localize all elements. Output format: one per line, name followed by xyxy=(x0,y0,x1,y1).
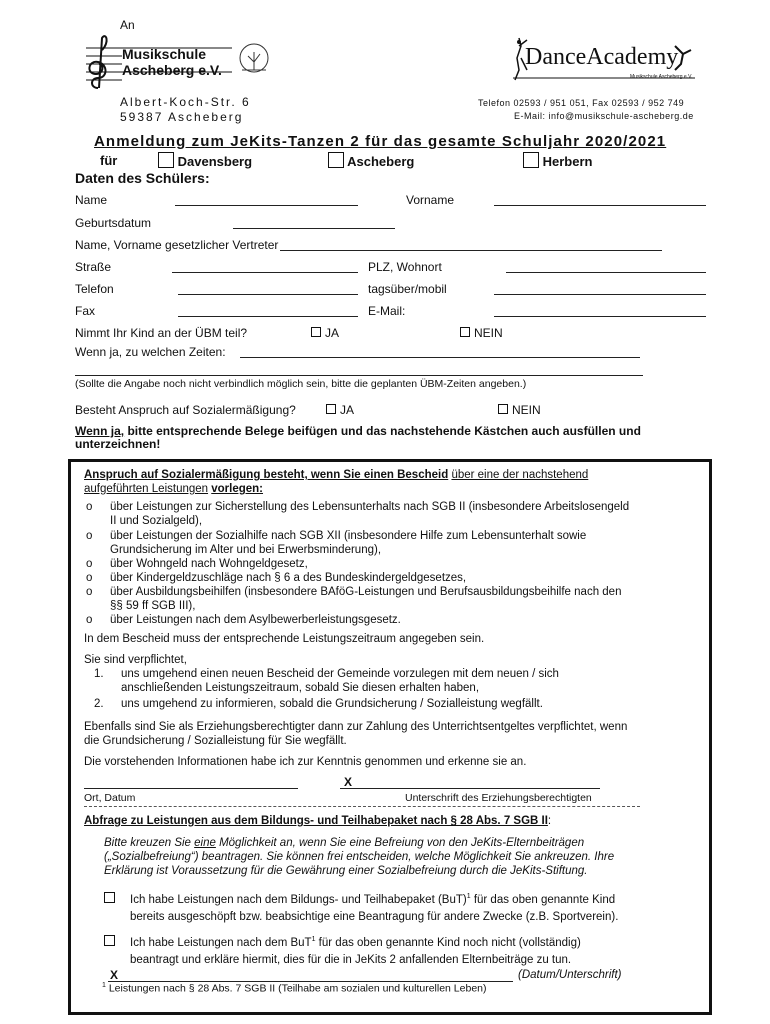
input-strasse[interactable] xyxy=(172,272,358,273)
ort-datum-label: Ort, Datum xyxy=(84,792,136,804)
sozial-ja-option[interactable]: JA xyxy=(326,403,354,417)
input-name[interactable] xyxy=(175,205,358,206)
label-mobil: tagsüber/mobil xyxy=(368,282,447,296)
location-davensberg[interactable]: Davensberg xyxy=(158,152,252,169)
but-option-2: Ich habe Leistungen nach dem BuT$^1$ für das oben genannte Kind noch nicht (vollständig) beantragt und erkläre hiermit, dies für die in JeKits 2 anfallenden Elternbeiträge zu tun. xyxy=(130,936,581,966)
for-label: für xyxy=(100,153,118,168)
sozial-hint: Wenn ja, bitte entsprechende Belege beifügen und das nachstehende Kästchen auch ausfüllen und unterzeichnen! xyxy=(75,424,641,451)
ubm-times-label: Wenn ja, zu welchen Zeiten: xyxy=(75,345,226,359)
label-strasse: Straße xyxy=(75,260,112,274)
ubm-nein-option[interactable]: NEIN xyxy=(460,326,503,340)
label-geburtsdatum: Geburtsdatum xyxy=(75,216,152,230)
input-mobil[interactable] xyxy=(494,294,706,295)
input-ort-datum[interactable] xyxy=(84,788,298,789)
divider xyxy=(84,806,640,807)
bullet-4: über Kindergeldzuschläge nach § 6 a des Bundeskindergeldgesetzes, xyxy=(110,572,467,584)
bullet-6: über Leistungen nach dem Asylbewerberleistungsgesetz. xyxy=(110,614,401,626)
label-telefon: Telefon xyxy=(75,282,114,296)
footnote: $^1$ Leistungen nach § 28 Abs. 7 SGB II (Teilhabe am sozialen und kulturellen Leben) xyxy=(102,982,487,995)
label-vertreter: Name, Vorname gesetzlicher Vertreter xyxy=(75,238,279,252)
label-fax: Fax xyxy=(75,304,96,318)
address-street: Albert-Koch-Str. 6 xyxy=(120,95,251,109)
dance-academy-name: DanceAcademy xyxy=(525,44,679,70)
school-name-line1: Musikschule xyxy=(122,46,207,62)
box-intro: Anspruch auf Sozialermäßigung besteht, wenn Sie einen Bescheid über eine der nachstehend aufgeführten Leistungen vorlegen: xyxy=(84,469,589,495)
bullet-2: über Leistungen der Sozialhilfe nach SGB XII (insbesondere Hilfe zum Lebensunterhalt sowie xyxy=(110,530,587,542)
checkbox-davensberg[interactable] xyxy=(158,152,174,168)
email-address: E-Mail: info@musikschule-ascheberg.de xyxy=(514,111,694,121)
school-name-line2: Ascheberg e.V. xyxy=(122,62,222,78)
pflicht-text: Sie sind verpflichtet, xyxy=(84,654,187,666)
checkbox-but-option-2[interactable] xyxy=(104,933,119,951)
phone-fax: Telefon 02593 / 951 051, Fax 02593 / 952 749 xyxy=(478,98,685,108)
unterschrift-label: Unterschrift des Erziehungsberechtigten xyxy=(405,792,592,804)
signature-x: X xyxy=(344,775,353,789)
bullet-1: über Leistungen zur Sicherstellung des Lebensunterhalts nach SGB II (insbesondere Arbeitslosengeld xyxy=(110,501,630,513)
input-ubm-times[interactable] xyxy=(240,357,640,358)
datum-unterschrift-label: (Datum/Unterschrift) xyxy=(518,969,622,981)
bullet-marker: o xyxy=(86,586,93,598)
checkbox-but-option-1[interactable] xyxy=(104,890,119,908)
input-geburtsdatum[interactable] xyxy=(233,228,395,229)
duty-1: uns umgehend einen neuen Bescheid der Gemeinde vorzulegen mit dem neuen / sich xyxy=(121,668,559,680)
numbered-marker: 1. xyxy=(94,668,104,680)
kenntnis-text: Die vorstehenden Informationen habe ich zur Kenntnis genommen und erkenne sie an. xyxy=(84,756,527,768)
signature-x-2: X xyxy=(110,968,119,982)
checkbox-herbern[interactable] xyxy=(523,152,539,168)
bullet-5-cont: §§ 59 ff SGB III), xyxy=(110,600,196,612)
page-title: Anmeldung zum JeKits-Tanzen 2 für das gesamte Schuljahr 2020/2021 xyxy=(94,133,667,150)
input-fax[interactable] xyxy=(178,316,358,317)
student-heading: Daten des Schülers: xyxy=(75,170,210,186)
numbered-marker: 2. xyxy=(94,698,104,710)
checkbox-sozial-ja[interactable] xyxy=(326,404,336,414)
bullet-marker: o xyxy=(86,501,93,513)
ebenfalls-text-cont: die Grundsicherung / Sozialleistung für Sie wegfällt. xyxy=(84,735,347,747)
input-vorname[interactable] xyxy=(494,205,706,206)
bullet-1-cont: II und Sozialgeld), xyxy=(110,515,203,527)
label-email: E-Mail: xyxy=(368,304,406,318)
ubm-note: (Sollte die Angabe noch nicht verbindlich möglich sein, bitte die geplanten ÜBM-Zeiten angeben.) xyxy=(75,378,527,390)
bullet-5: über Ausbildungsbeihilfen (insbesondere BAföG-Leistungen und Berufsausbildungsbeihilfe nach den xyxy=(110,586,622,598)
checkbox-square[interactable] xyxy=(104,892,115,903)
location-ascheberg[interactable]: Ascheberg xyxy=(328,152,414,169)
input-telefon[interactable] xyxy=(178,294,358,295)
input-ubm-times-2[interactable] xyxy=(75,375,643,376)
label-plz: PLZ, Wohnort xyxy=(368,260,442,274)
checkbox-square[interactable] xyxy=(104,935,115,946)
duty-2: uns umgehend zu informieren, sobald die Grundsicherung / Sozialleistung wegfällt. xyxy=(121,698,543,710)
bescheid-text: In dem Bescheid muss der entsprechende Leistungszeitraum angegeben sein. xyxy=(84,633,485,645)
ubm-question: Nimmt Ihr Kind an der ÜBM teil? xyxy=(75,326,248,340)
checkbox-ascheberg[interactable] xyxy=(328,152,344,168)
checkbox-sozial-nein[interactable] xyxy=(498,404,508,414)
but-option-1: Ich habe Leistungen nach dem Bildungs- und Teilhabepaket (BuT)$^1$ für das oben genannte Kind bereits ausgeschöpft bzw. beabsichtige eine Beantragung für andere Zwecke (z.B. Sportverein). xyxy=(130,893,619,923)
bullet-2-cont: Grundsicherung im Alter und bei Erwerbsminderung), xyxy=(110,544,382,556)
ebenfalls-text: Ebenfalls sind Sie als Erziehungsberechtigter dann zur Zahlung des Unterrichtsentgeltes verpflichtet, wenn xyxy=(84,721,628,733)
bullet-marker: o xyxy=(86,572,93,584)
address-city: 59387 Ascheberg xyxy=(120,110,244,124)
location-herbern[interactable]: Herbern xyxy=(523,152,592,169)
dance-academy-subtitle: Musikschule Ascheberg e.V. xyxy=(630,74,693,80)
input-plz[interactable] xyxy=(506,272,706,273)
label-name: Name xyxy=(75,193,108,207)
input-email[interactable] xyxy=(494,316,706,317)
checkbox-ubm-ja[interactable] xyxy=(311,327,321,337)
but-heading: Abfrage zu Leistungen aus dem Bildungs- und Teilhabepaket nach § 28 Abs. 7 SGB II: xyxy=(84,815,552,827)
recipient-label: An xyxy=(120,18,135,32)
checkbox-ubm-nein[interactable] xyxy=(460,327,470,337)
sozial-nein-option[interactable]: NEIN xyxy=(498,403,541,417)
bullet-marker: o xyxy=(86,558,93,570)
bullet-3: über Wohngeld nach Wohngeldgesetz, xyxy=(110,558,308,570)
input-vertreter[interactable] xyxy=(280,250,662,251)
label-vorname: Vorname xyxy=(406,193,455,207)
duty-1-cont: anschließenden Leistungszeitraum, sobald Sie diesen erhalten haben, xyxy=(121,682,480,694)
bullet-marker: o xyxy=(86,530,93,542)
input-unterschrift[interactable] xyxy=(340,788,600,789)
but-instructions: Bitte kreuzen Sie eine Möglichkeit an, wenn Sie eine Befreiung von den JeKits-Elternbeiträgen („Sozialbefreiung“) beantragen. Sie können frei entscheiden, welche Möglichkeit Sie ankreuzen. Ihre Erklärung ist Voraussetzung für die Gewährung einer Sozialbefreiung durch die JeKits-Stiftung. xyxy=(104,837,615,877)
sozial-question: Besteht Anspruch auf Sozialermäßigung? xyxy=(75,403,296,417)
bullet-marker: o xyxy=(86,614,93,626)
ubm-ja-option[interactable]: JA xyxy=(311,326,339,340)
